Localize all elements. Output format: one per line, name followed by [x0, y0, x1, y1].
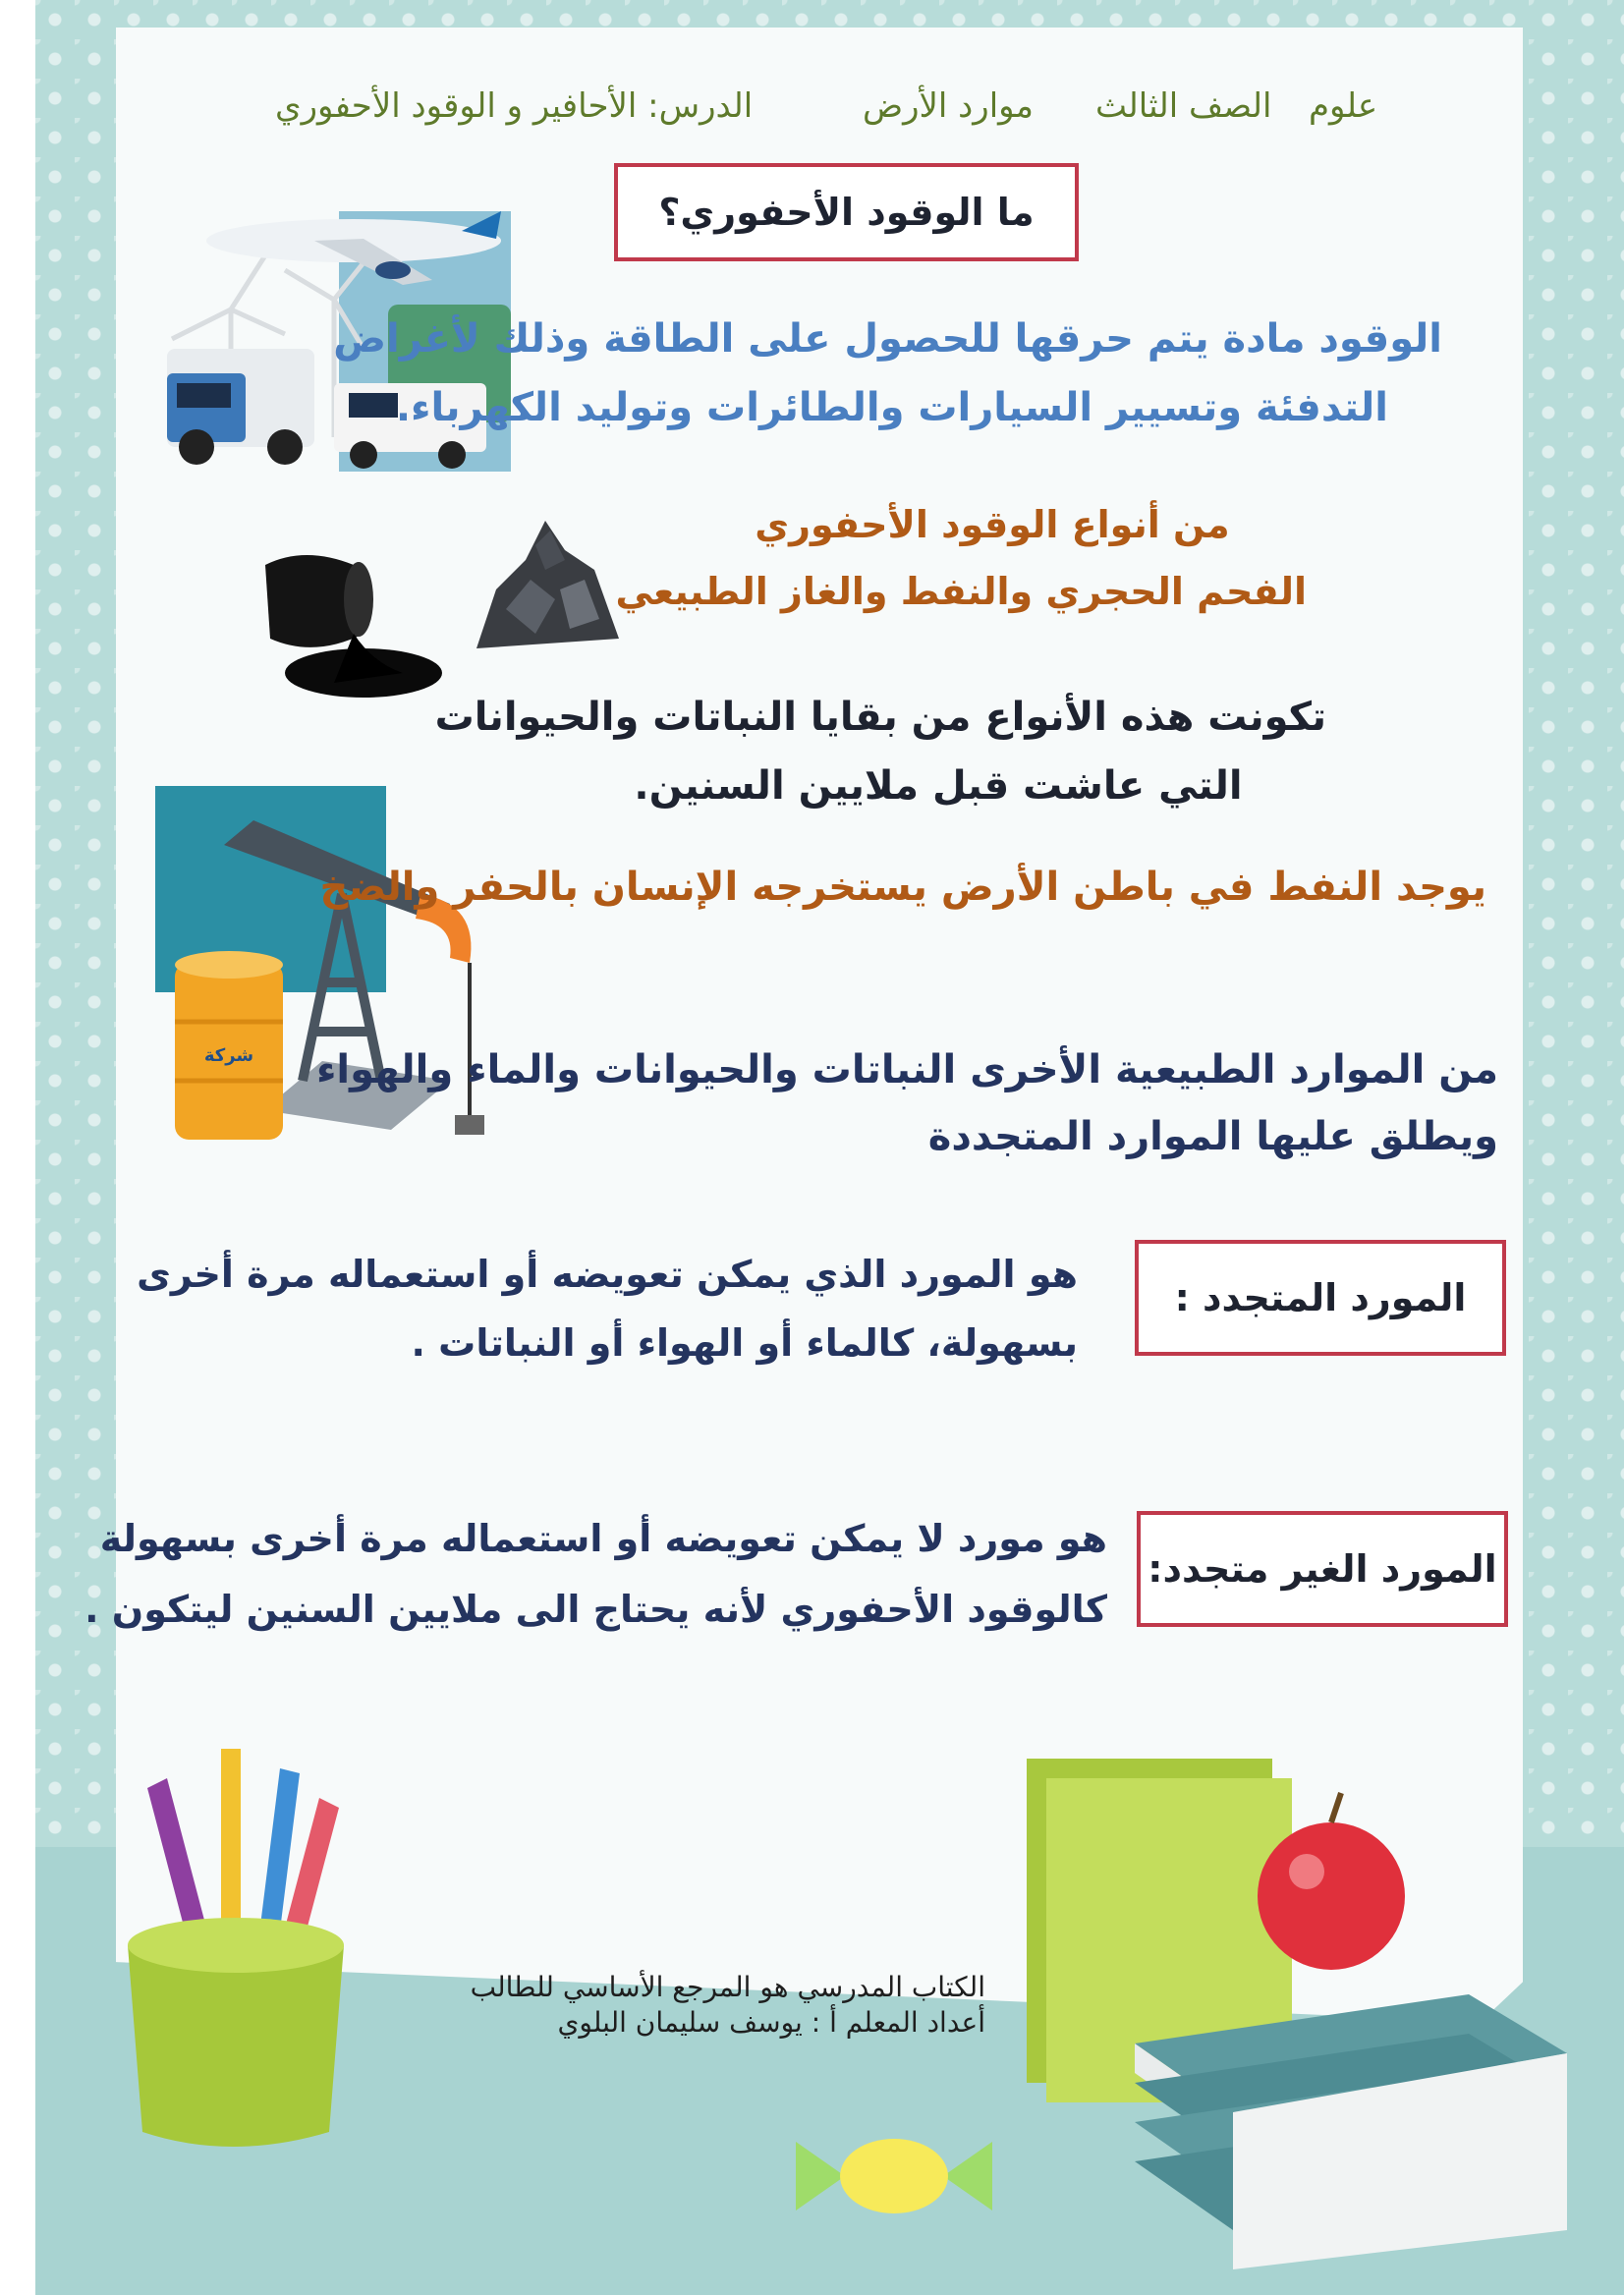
fuel-types-line-1: من أنواع الوقود الأحفوري — [755, 503, 1230, 546]
other-resources-line-1: من الموارد الطبيعية الأخرى النباتات والحيوانات والماء والهواء — [315, 1047, 1498, 1092]
fuel-definition — [333, 305, 1442, 442]
renewable-line-2: بسهولة، كالماء أو الهواء أو النباتات . — [411, 1321, 1078, 1365]
pencil-cup-image — [108, 1739, 373, 2161]
header-lesson: الدرس: الأحافير و الوقود الأحفوري — [275, 86, 754, 126]
other-resources — [316, 1036, 1498, 1170]
non-renewable-line-1: هو مورد لا يمكن تعويضه أو استعماله مرة أخرى بسهولة — [99, 1517, 1107, 1560]
formation-line-2: التي عاشت قبل ملايين السنين. — [634, 763, 1243, 809]
fuel-types-line-2: الفحم الحجري والنفط والغاز الطبيعي — [615, 570, 1307, 613]
oil-extraction-text: يوجد النفط في باطن الأرض يستخرجه الإنسان بالحفر والضخ — [319, 865, 1486, 910]
formation-text — [434, 683, 1326, 820]
header-subject: علوم — [1309, 86, 1378, 126]
non-renewable-label: المورد الغير متجدد: — [1148, 1547, 1497, 1591]
renewable-line-1: هو المورد الذي يمكن تعويضه أو استعماله مرة أخرى — [137, 1253, 1078, 1296]
footer-line-1: الكتاب المدرسي هو المرجع الأساسي للطالب — [470, 1971, 985, 2003]
page-title-text: ما الوقود الأحفوري؟ — [658, 191, 1035, 234]
renewable-definition — [137, 1240, 1078, 1377]
fuel-definition-line-2: التدفئة وتسيير السيارات والطائرات وتوليد الكهرباء. — [395, 385, 1388, 430]
other-resources-line-2: ويطلق عليها الموارد المتجددة — [927, 1114, 1498, 1159]
oil-barrel-image — [246, 526, 442, 702]
non-renewable-definition — [84, 1503, 1107, 1645]
non-renewable-line-2: كالوقود الأحفوري لأنه يحتاج الى ملايين السنين ليتكون . — [84, 1588, 1107, 1631]
non-renewable-label-box — [1137, 1511, 1508, 1627]
formation-line-1: تكونت هذه الأنواع من بقايا النباتات والحيوانات — [434, 695, 1326, 740]
header-unit: موارد الأرض — [863, 86, 1034, 126]
coal-image — [467, 501, 629, 658]
candy-image — [786, 2122, 1002, 2230]
footer-note — [471, 1970, 985, 2041]
renewable-label-box — [1135, 1240, 1506, 1356]
renewable-label: المورد المتجدد : — [1174, 1276, 1467, 1319]
header-grade: الصف الثالث — [1095, 86, 1272, 126]
barrel-logo-text: شركة — [203, 1045, 254, 1066]
page-title — [614, 163, 1079, 261]
fuel-definition-line-1: الوقود مادة يتم حرقها للحصول على الطاقة وذلك لأغراض — [333, 316, 1442, 362]
books-apple-image — [1017, 1729, 1567, 2279]
fuel-types — [615, 491, 1307, 625]
footer-line-2: أعداد المعلم أ : يوسف سليمان البلوي — [557, 2006, 985, 2039]
